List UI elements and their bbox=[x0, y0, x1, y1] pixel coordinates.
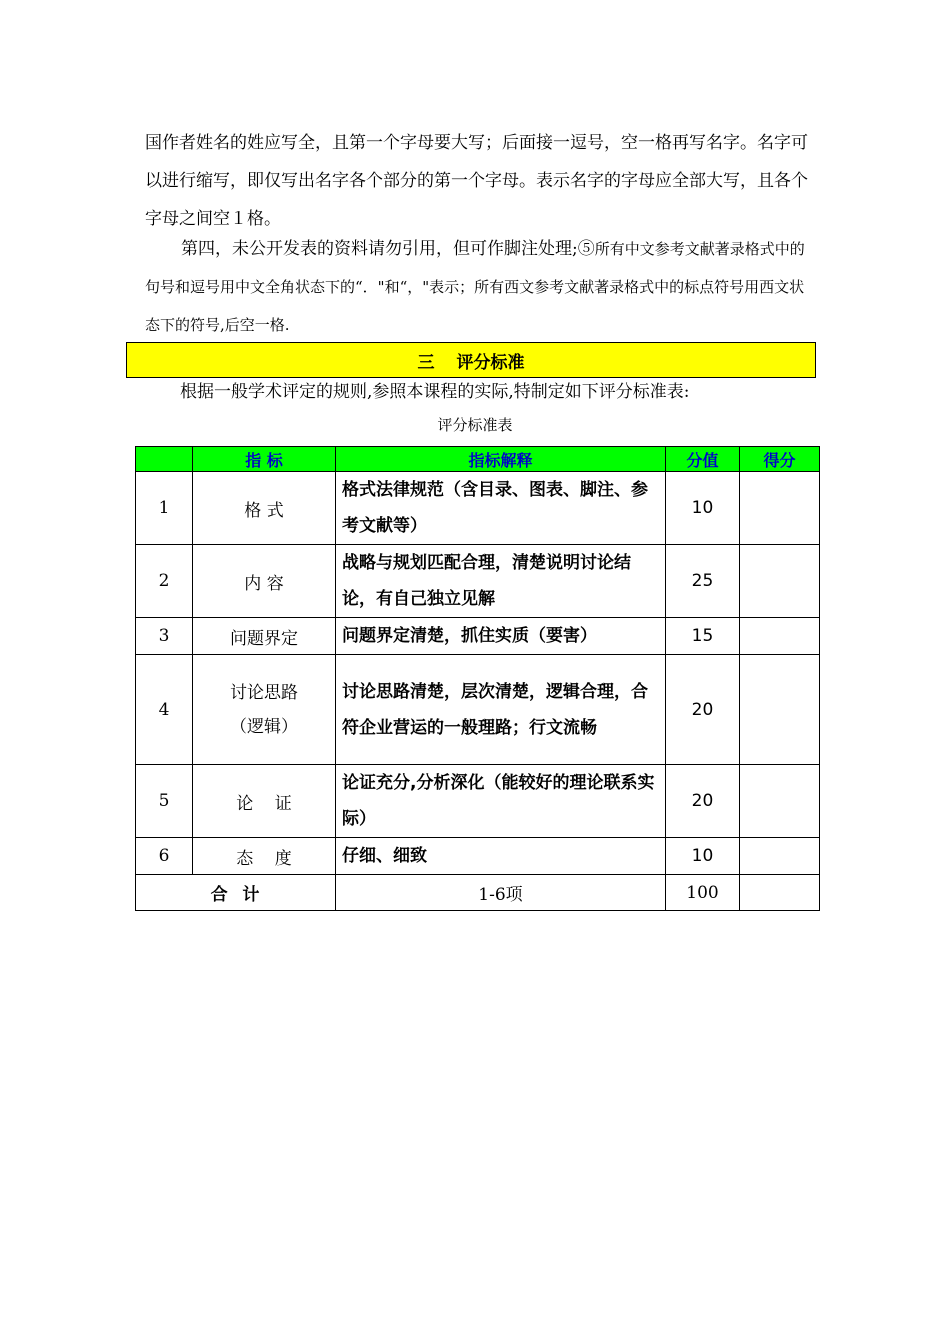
row-number: 5 bbox=[136, 765, 193, 838]
row-number: 3 bbox=[136, 618, 193, 655]
intro-text: 根据一般学术评定的规则,参照本课程的实际,特制定如下评分标准表: bbox=[180, 382, 690, 402]
scoring-table bbox=[135, 446, 820, 911]
row-indicator: 内 容 bbox=[193, 545, 336, 618]
row-explanation: 讨论思路清楚，层次清楚，逻辑合理，合符企业营运的一般理路；行文流畅 bbox=[336, 655, 666, 765]
total-points: 100 bbox=[666, 875, 740, 911]
table-total-row bbox=[136, 875, 820, 911]
paragraph-punctuation-rules: 所有中文参考文献著录格式中的句号和逗号用中文全角状态下的“．"和“，"表示；所有西文参考文献著录格式中的标点符号用西文状态下的符号,后空一格. bbox=[145, 240, 805, 334]
row-indicator: 态 度 bbox=[193, 838, 336, 875]
row-score-cell[interactable] bbox=[740, 618, 820, 655]
row-points: 15 bbox=[666, 618, 740, 655]
row-number: 1 bbox=[136, 472, 193, 545]
row-score-cell[interactable] bbox=[740, 545, 820, 618]
row-explanation: 问题界定清楚，抓住实质（要害） bbox=[336, 618, 666, 655]
row-points: 10 bbox=[666, 838, 740, 875]
header-explanation: 指标解释 bbox=[336, 447, 666, 472]
table-row bbox=[136, 765, 820, 838]
row-explanation: 格式法律规范（含目录、图表、脚注、参考文献等） bbox=[336, 472, 666, 545]
row-indicator: 问题界定 bbox=[193, 618, 336, 655]
table-row bbox=[136, 838, 820, 875]
section-title: 评分标准 bbox=[456, 352, 525, 373]
row-points: 10 bbox=[666, 472, 740, 545]
row-explanation: 仔细、细致 bbox=[336, 838, 666, 875]
header-points: 分值 bbox=[666, 447, 740, 472]
row-score-cell[interactable] bbox=[740, 838, 820, 875]
header-number bbox=[136, 447, 193, 472]
row-points: 20 bbox=[666, 655, 740, 765]
row-score-cell[interactable] bbox=[740, 472, 820, 545]
table-row bbox=[136, 545, 820, 618]
row-number: 6 bbox=[136, 838, 193, 875]
row-score-cell[interactable] bbox=[740, 655, 820, 765]
header-score: 得分 bbox=[740, 447, 820, 472]
paragraph-author-name-rules: 国作者姓名的姓应写全，且第一个字母要大写；后面接一逗号，空一格再写名字。名字可以进行缩写，即仅写出名字各个部分的第一个字母。表示名字的字母应全部大写，且各个字母之间空１格。 bbox=[145, 133, 808, 229]
row-score-cell[interactable] bbox=[740, 765, 820, 838]
row-points: 20 bbox=[666, 765, 740, 838]
section-number: 三 bbox=[417, 352, 435, 373]
row-indicator: 论 证 bbox=[193, 765, 336, 838]
row-explanation: 战略与规划匹配合理，清楚说明讨论结论，有自己独立见解 bbox=[336, 545, 666, 618]
table-row bbox=[136, 655, 820, 765]
row-number: 4 bbox=[136, 655, 193, 765]
row-explanation: 论证充分,分析深化（能较好的理论联系实际） bbox=[336, 765, 666, 838]
table-header-row bbox=[136, 447, 820, 472]
row-number: 2 bbox=[136, 545, 193, 618]
total-range: 1-6项 bbox=[336, 875, 666, 911]
total-score-cell[interactable] bbox=[740, 875, 820, 911]
total-label: 合 计 bbox=[136, 875, 336, 911]
table-row bbox=[136, 472, 820, 545]
table-caption: 评分标准表 bbox=[437, 416, 513, 434]
table-row bbox=[136, 618, 820, 655]
paragraph-unpublished-sources bbox=[145, 230, 810, 344]
row-indicator: 格 式 bbox=[193, 472, 336, 545]
row-indicator: 讨论思路（逻辑） bbox=[193, 655, 336, 765]
paragraph-lead: 第四，未公开发表的资料请勿引用，但可作脚注处理;⑤ bbox=[181, 239, 595, 259]
header-indicator: 指 标 bbox=[193, 447, 336, 472]
row-points: 25 bbox=[666, 545, 740, 618]
section-heading-bar bbox=[126, 342, 816, 378]
